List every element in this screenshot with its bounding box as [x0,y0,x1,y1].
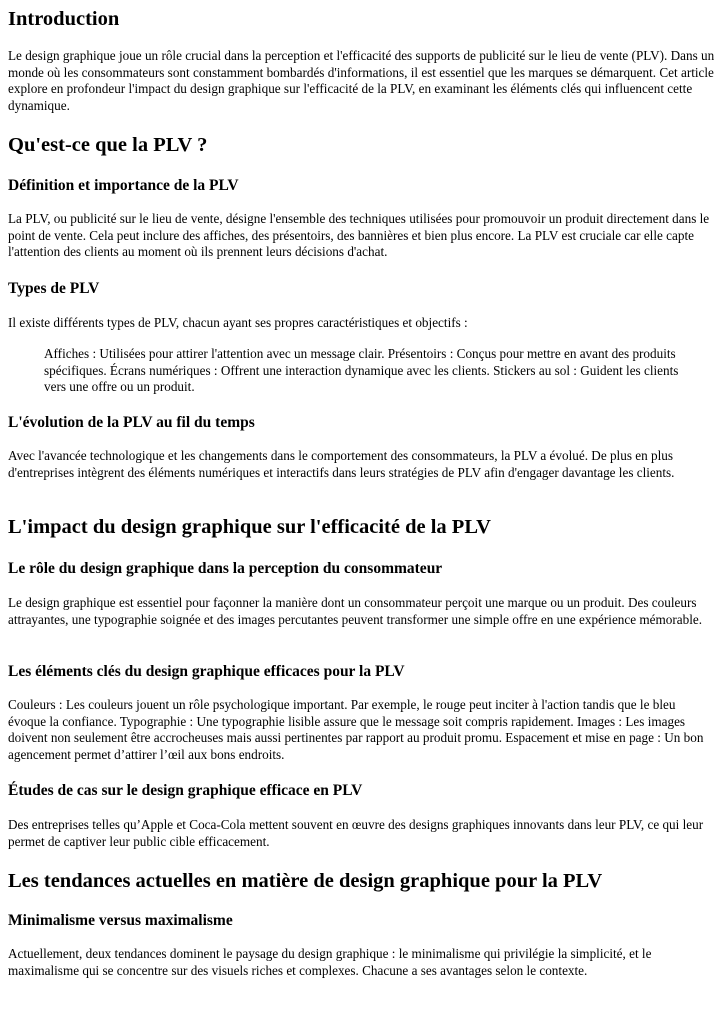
evolution-paragraph: Avec l'avancée technologique et les changements dans le comportement des consommateurs, la PLV a évolué. De plus en plus d'entreprises intègrent des éléments numériques et interactifs dans leurs stratégies de PLV afin d'engager davantage les clients. [8,448,675,480]
definition-paragraph: La PLV, ou publicité sur le lieu de vente, désigne l'ensemble des techniques utilisées pour promouvoir un produit directement dans le point de vente. Cela peut inclure des affiches, des présentoirs, des bannières et bien plus encore. La PLV est cruciale car elle capte l'attention des clients au moment où ils prennent leurs décisions d'achat. [8,211,710,260]
types-list-quote: Affiches : Utilisées pour attirer l'attention avec un message clair. Présentoirs : Conçus pour mettre en avant des produits spécifiques. Écrans numériques : Offrent une interaction dynamique avec les clients. Stickers au sol : Guident les clients vers une offre ou un produit. [44,346,679,395]
minimalism-paragraph: Actuellement, deux tendances dominent le paysage du design graphique : le minimalisme qui privilégie la simplicité, et le maximalisme qui se concentre sur des visuels riches et complexes. Chacune a ses avantages selon le contexte. [8,946,652,978]
case-studies-paragraph: Des entreprises telles qu’Apple et Coca-Cola mettent souvent en œuvre des designs graphiques innovants dans leur PLV, ce qui leur permet de captiver leur public cible efficacement. [8,817,704,849]
subheading-role: Le rôle du design graphique dans la perception du consommateur [8,560,443,577]
section-heading-trends: Les tendances actuelles en matière de design graphique pour la PLV [8,870,603,892]
subheading-types: Types de PLV [8,280,100,297]
role-paragraph: Le design graphique est essentiel pour façonner la manière dont un consommateur perçoit une marque ou un produit. Des couleurs attrayantes, une typographie soignée et des images percutantes peuvent transformer une simple offre en une expérience mémorable. [8,595,703,627]
subheading-key-elements: Les éléments clés du design graphique efficaces pour la PLV [8,663,405,680]
types-intro-paragraph: Il existe différents types de PLV, chacun ayant ses propres caractéristiques et objectifs : [8,315,468,330]
subheading-evolution: L'évolution de la PLV au fil du temps [8,414,255,431]
subheading-definition: Définition et importance de la PLV [8,177,239,194]
intro-heading: Introduction [8,8,120,30]
subheading-minimalism: Minimalisme versus maximalisme [8,912,233,929]
section-heading-impact: L'impact du design graphique sur l'efficacité de la PLV [8,516,491,538]
subheading-case-studies: Études de cas sur le design graphique efficace en PLV [8,782,363,799]
key-elements-paragraph: Couleurs : Les couleurs jouent un rôle psychologique important. Par exemple, le rouge peut inciter à l'action tandis que le bleu évoque la confiance. Typographie : Une typographie lisible assure que le message soit compris rapidement. Images : Les images doivent non seulement être accrocheuses mais aussi pertinentes par rapport au produit promu. Espacement et mise en page : Un bon agencement permet d’attirer l’œil aux bons endroits. [8,697,704,762]
intro-paragraph: Le design graphique joue un rôle crucial dans la perception et l'efficacité des supports de publicité sur le lieu de vente (PLV). Dans un monde où les consommateurs sont constamment bombardés d'informations, il est essentiel que les marques se démarquent. Cet article explore en profondeur l'impact du design graphique sur l'efficacité de la PLV, en examinant les éléments clés qui influencent cette dynamique. [8,48,715,113]
section-heading-what-is-plv: Qu'est-ce que la PLV ? [8,134,208,156]
